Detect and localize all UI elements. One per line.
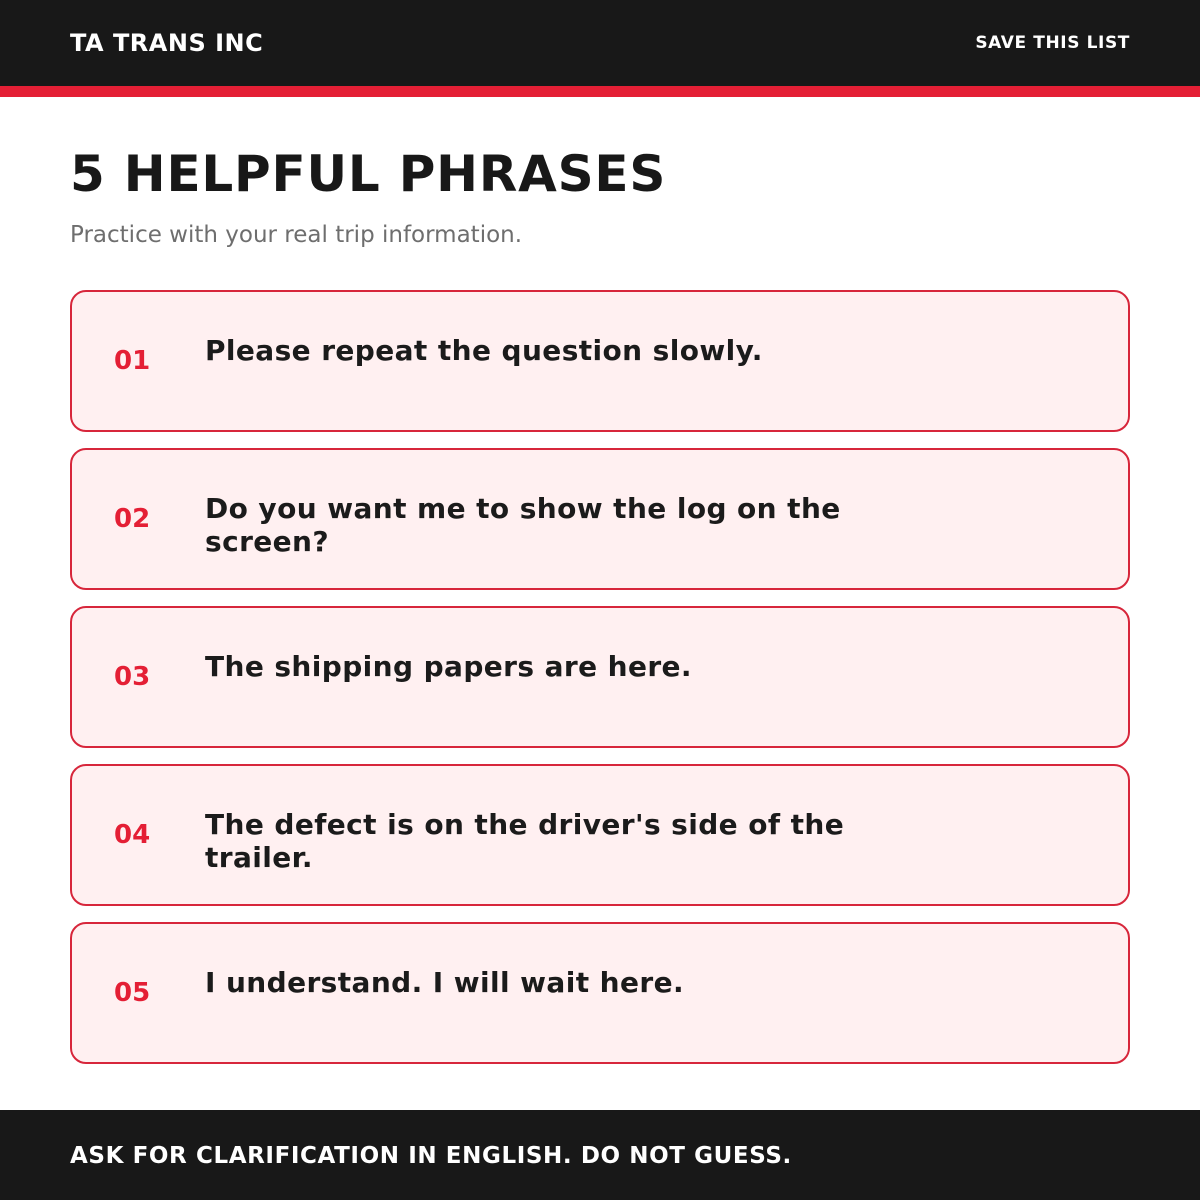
phrase-card <box>70 290 1130 432</box>
save-list-button[interactable]: SAVE THIS LIST <box>975 33 1130 53</box>
page-title: 5 HELPFUL PHRASES <box>70 145 667 203</box>
accent-strip <box>0 86 1200 97</box>
phrase-number: 02 <box>114 504 151 534</box>
brand-name: TA TRANS INC <box>70 29 264 57</box>
phrase-text: Please repeat the question slowly. <box>205 334 763 367</box>
footer-bar <box>0 1110 1200 1200</box>
phrase-list <box>70 290 1130 1080</box>
phrase-number: 01 <box>114 346 151 376</box>
phrase-text: I understand. I will wait here. <box>205 966 685 999</box>
phrase-text: The defect is on the driver's side of the trailer. <box>205 808 845 874</box>
phrase-text: Do you want me to show the log on the screen? <box>205 492 841 558</box>
phrase-number: 03 <box>114 662 151 692</box>
phrase-card <box>70 606 1130 748</box>
page-subtitle: Practice with your real trip information. <box>70 222 523 248</box>
footer-notice: ASK FOR CLARIFICATION IN ENGLISH. DO NOT GUESS. <box>70 1143 792 1169</box>
phrase-number: 04 <box>114 820 151 850</box>
phrase-card <box>70 764 1130 906</box>
top-bar <box>0 0 1200 86</box>
phrase-card <box>70 922 1130 1064</box>
phrase-card <box>70 448 1130 590</box>
phrase-number: 05 <box>114 978 151 1008</box>
phrase-text: The shipping papers are here. <box>205 650 692 683</box>
